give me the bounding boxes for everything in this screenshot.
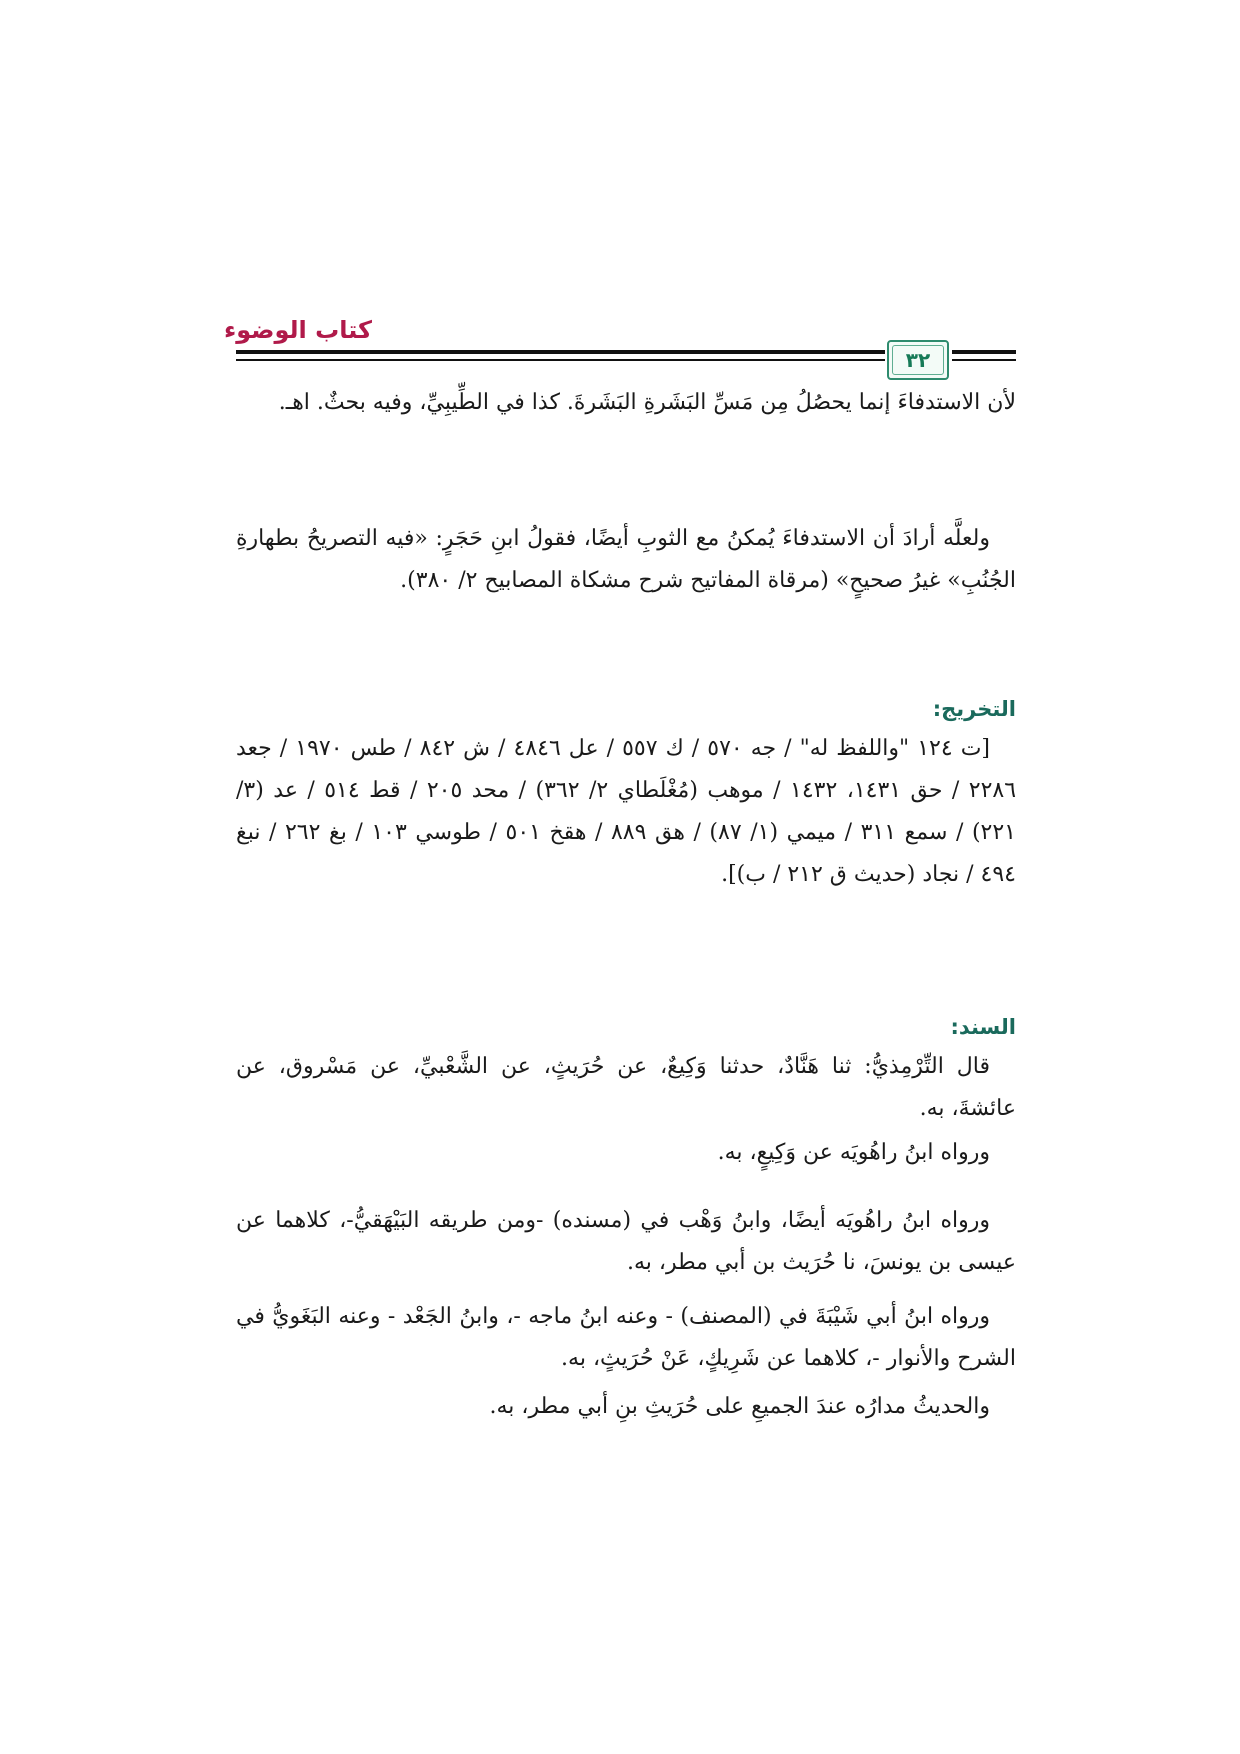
paragraph-6: ورواه ابنُ راهُويَه أيضًا، وابنُ وَهْب في (مسنده) -ومن طريقه البَيْهَقيُّ-، كلاهما عن عيسى بن يونسَ، نا حُرَيث بن أبي مطر، به. (236, 1208, 1016, 1275)
chapter-title: كتاب الوضوء (223, 316, 372, 344)
sanad-heading: السند: (950, 1015, 1016, 1039)
paragraph-8: والحديثُ مدارُه عندَ الجميعِ على حُرَيثِ بنِ أبي مطر، به. (489, 1394, 990, 1419)
takhrij-paragraph: [ت ١٢٤ "واللفظ له" / جه ٥٧٠ / ك ٥٥٧ / عل ٤٨٤٦ / ش ٨٤٢ / طس ١٩٧٠ / جعد ٢٢٨٦ / حق ١٤٣١، ١٤٣٢ / موهب (مُغْلَطاي ٢/ ٣٦٢) / محد ٢٠٥ / قط ٥١٤ / عد (٣/ ٢٢١) / سمع ٣١١ / ميمي (١/ ٨٧) / هق ٨٨٩ / هقخ ٥٠١ / طوسي ١٠٣ / بغ ٢٦٢ / نبغ ٤٩٤ / نجاد (حديث ق ٢١٢ / ب)]. (236, 736, 1017, 887)
takhrij-heading-block (236, 688, 1016, 730)
paragraph-4: قال التِّرْمِذيُّ: ثنا هَنَّادٌ، حدثنا وَكِيعٌ، عن حُرَيثٍ، عن الشَّعْبيِّ، عن مَسْروق، عن عائشةَ، به. (236, 1054, 1016, 1121)
page-number: ٣٢ (905, 348, 931, 372)
commentary-block-2 (236, 518, 1016, 602)
takhrij-heading: التخريج: (932, 697, 1016, 721)
sanad-heading-block (236, 1006, 1016, 1048)
paragraph-2: ولعلَّه أرادَ أن الاستدفاءَ يُمكنُ مع الثوبِ أيضًا، فقولُ ابنِ حَجَرٍ: «فيه التصريحُ بطهارةِ الجُنُبِ» غيرُ صحيحٍ» (مرقاة المفاتيح شرح مشكاة المصابيح ٢/ ٣٨٠). (236, 526, 1016, 593)
header-rule-lower (236, 359, 885, 361)
takhrij-block (236, 728, 1016, 896)
sanad-block-5 (236, 1386, 1016, 1428)
sanad-block-3 (236, 1200, 1016, 1284)
page-number-badge (887, 340, 949, 380)
header-rule-upper-right (952, 350, 1016, 354)
sanad-block-2 (236, 1132, 1016, 1174)
header-rule-upper (236, 350, 885, 354)
commentary-block-1 (236, 382, 1016, 424)
sanad-block-4 (236, 1296, 1016, 1380)
sanad-block-1 (236, 1046, 1016, 1130)
paragraph-5: ورواه ابنُ راهُويَه عن وَكِيعٍ، به. (717, 1140, 990, 1165)
paragraph-7: ورواه ابنُ أبي شَيْبَةَ في (المصنف) - وعنه ابنُ ماجه -، وابنُ الجَعْد - وعنه البَغَويُّ في الشرح والأنوار -، كلاهما عن شَرِيكٍ، عَنْ حُرَيثٍ، به. (236, 1304, 1016, 1371)
paragraph-1: لأن الاستدفاءَ إنما يحصُلُ مِن مَسِّ البَشَرةِ البَشَرةَ. كذا في الطِّيبِيِّ، وفيه بحثٌ. اهـ. (278, 390, 1016, 415)
header-rule-lower-right (952, 359, 1016, 361)
